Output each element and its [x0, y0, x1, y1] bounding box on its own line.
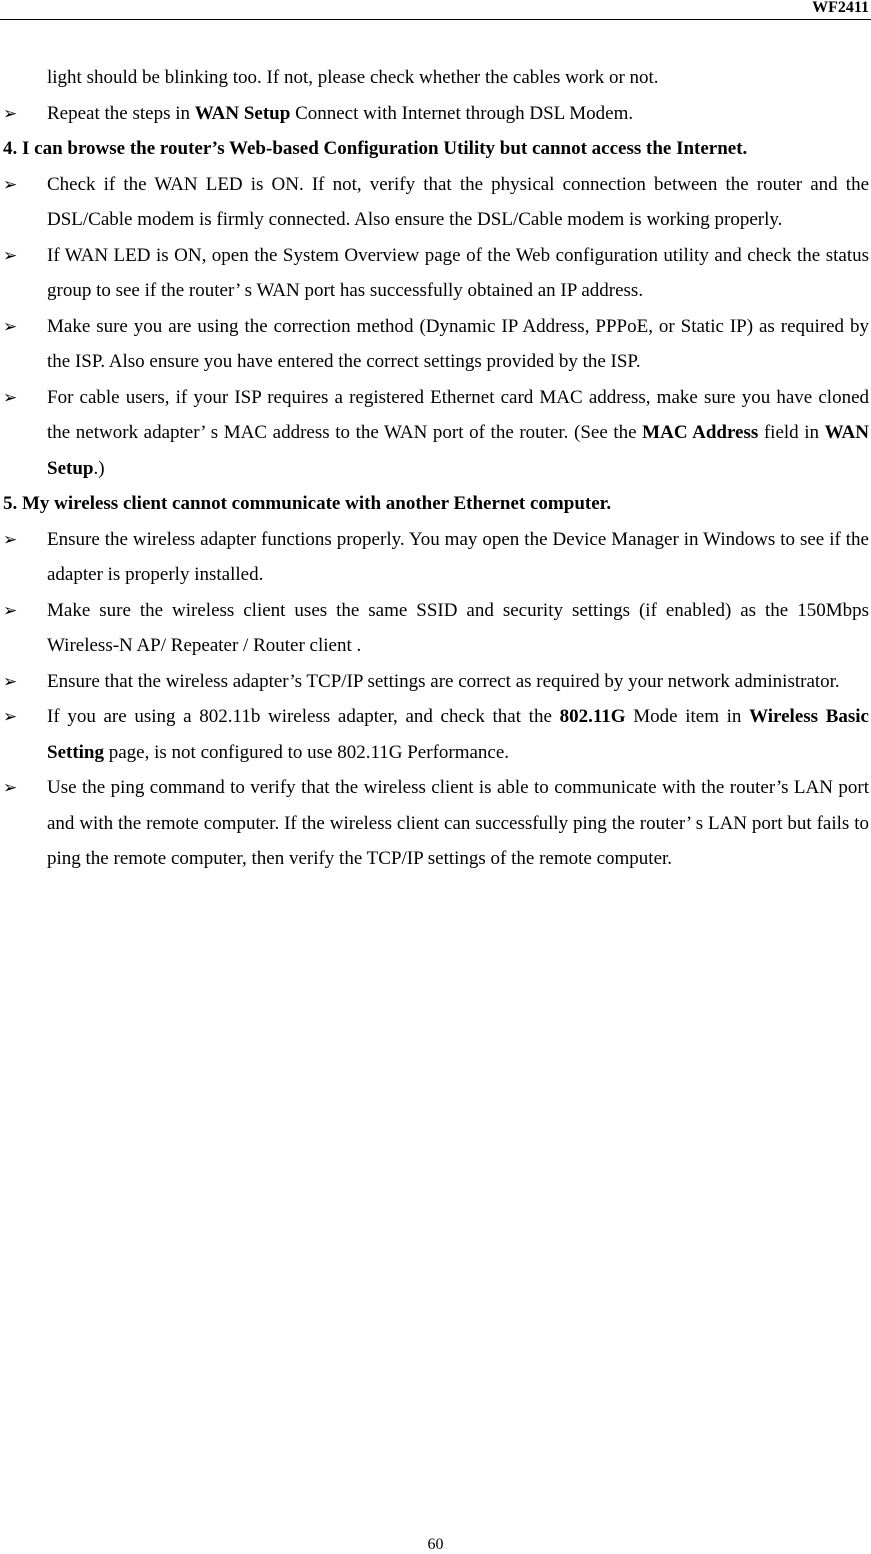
- bold-term: WAN Setup: [47, 422, 869, 479]
- arrow-bullet-icon: ➢: [3, 778, 18, 797]
- header-title: WF2411: [812, 0, 869, 16]
- bold-term: MAC Address: [642, 422, 759, 443]
- arrow-bullet-icon: ➢: [3, 316, 18, 336]
- list-item: ➢ If WAN LED is ON, open the System Overview page of the Web configuration utility and check the status group to see if the router’ s WAN port has successfully obtained an IP address.: [3, 238, 869, 309]
- list-item-mac: ➢ For cable users, if your ISP requires a registered Ethernet card MAC address, make sure you have cloned the network adapter’ s MAC address to the WAN port of the router. (See the MAC Address field in WAN Setup.): [3, 380, 869, 487]
- list-item-mode: ➢ If you are using a 802.11b wireless adapter, and check that the 802.11G Mode item in Wireless Basic Setting page, is not configured to use 802.11G Performance.: [3, 699, 869, 770]
- page-content: [3, 60, 869, 877]
- list-item-repeat: ➢ Repeat the steps in WAN Setup Connect with Internet through DSL Modem.: [3, 96, 869, 132]
- bold-term: 802.11G: [559, 706, 626, 727]
- list-item: ➢ Make sure you are using the correction method (Dynamic IP Address, PPPoE, or Static IP) as required by the ISP. Also ensure you have entered the correct settings provided by the ISP.: [3, 309, 869, 380]
- page-header: [0, 0, 871, 20]
- arrow-bullet-icon: ➢: [3, 707, 18, 726]
- section-5-heading: 5. My wireless client cannot communicate with another Ethernet computer.: [3, 493, 612, 514]
- arrow-bullet-icon: ➢: [3, 387, 18, 407]
- list-item-ping: ➢ Use the ping command to verify that the wireless client is able to communicate with the router’s LAN port and with the remote computer. If the wireless client can successfully ping the router’ s LAN port but fails to ping the remote computer, then verify the TCP/IP settings of the remote computer.: [3, 770, 869, 877]
- page-number: 60: [427, 1536, 444, 1553]
- list-item: ➢ Make sure the wireless client uses the same SSID and security settings (if enabled) as the 150Mbps Wireless-N AP/ Repeater / Router client .: [3, 593, 869, 664]
- arrow-bullet-icon: ➢: [3, 671, 18, 691]
- list-item: ➢ Check if the WAN LED is ON. If not, verify that the physical connection between the router and the DSL/Cable modem is firmly connected. Also ensure the DSL/Cable modem is working properly.: [3, 167, 869, 238]
- arrow-bullet-icon: ➢: [3, 174, 18, 194]
- intro-paragraph: light should be blinking too. If not, please check whether the cables work or not.: [47, 67, 659, 88]
- bold-term: Wireless Basic Setting: [47, 706, 869, 763]
- bold-term: WAN Setup: [194, 102, 291, 124]
- list-item: ➢ Ensure the wireless adapter functions properly. You may open the Device Manager in Windows to see if the adapter is properly installed.: [3, 522, 869, 593]
- arrow-bullet-icon: ➢: [3, 245, 18, 265]
- arrow-bullet-icon: ➢: [3, 529, 18, 549]
- section-4-heading: 4. I can browse the router’s Web-based Configuration Utility but cannot access the Internet.: [3, 138, 748, 159]
- arrow-bullet-icon: ➢: [3, 600, 18, 620]
- list-item: ➢ Ensure that the wireless adapter’s TCP/IP settings are correct as required by your network administrator.: [3, 664, 869, 700]
- arrow-bullet-icon: ➢: [3, 103, 18, 123]
